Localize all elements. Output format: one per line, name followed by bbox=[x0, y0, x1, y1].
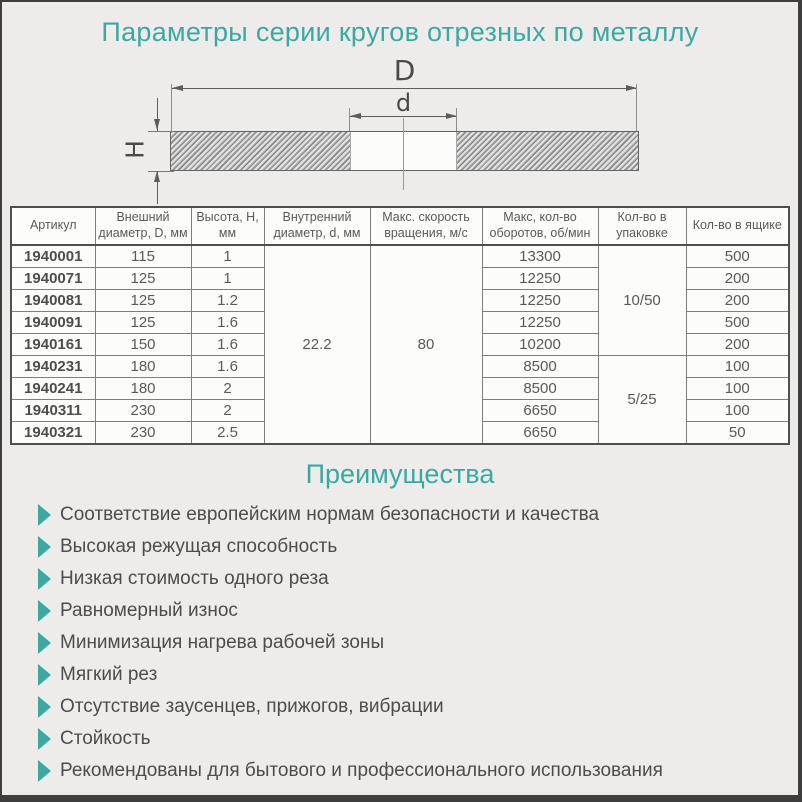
extension-line bbox=[456, 108, 457, 131]
list-item bbox=[38, 531, 788, 563]
cell-height: 1.2 bbox=[191, 290, 264, 312]
list-item-text: Минимизация нагрева рабочей зоны bbox=[60, 632, 385, 653]
header-article: Артикул bbox=[11, 207, 95, 245]
cell-max-speed: 80 bbox=[370, 245, 482, 444]
dimension-label-height: H bbox=[120, 140, 150, 159]
advantages-title: Преимущества bbox=[305, 459, 495, 489]
header-outer-diameter: Внешний диаметр, D, мм bbox=[95, 207, 191, 245]
header-max-speed: Макс. скорость вращения, м/с bbox=[370, 207, 482, 245]
cell-article: 1940161 bbox=[11, 334, 95, 356]
cell-article: 1940071 bbox=[11, 268, 95, 290]
extension-line bbox=[171, 84, 172, 131]
list-item bbox=[38, 659, 788, 691]
cell-outer-diameter: 125 bbox=[95, 312, 191, 334]
cell-outer-diameter: 230 bbox=[95, 422, 191, 445]
cell-per-box: 500 bbox=[686, 245, 789, 268]
cell-max-rpm: 12250 bbox=[482, 268, 598, 290]
cell-max-rpm: 12250 bbox=[482, 290, 598, 312]
dimension-arrow-icon bbox=[154, 119, 160, 130]
cell-height: 2 bbox=[191, 378, 264, 400]
list-item-text: Соответствие европейским нормам безопасности и качества bbox=[60, 504, 600, 525]
cell-per-box: 100 bbox=[686, 400, 789, 422]
cell-article: 1940241 bbox=[11, 378, 95, 400]
cell-max-rpm: 10200 bbox=[482, 334, 598, 356]
list-item bbox=[38, 563, 788, 595]
list-item-text: Мягкий рез bbox=[60, 664, 158, 685]
extension-line bbox=[636, 84, 637, 131]
dimension-label-outer-diameter: D bbox=[393, 54, 416, 87]
cell-per-box: 200 bbox=[686, 290, 789, 312]
header-per-box: Кол-во в ящике bbox=[686, 207, 789, 245]
cell-max-rpm: 12250 bbox=[482, 312, 598, 334]
cell-per-box: 200 bbox=[686, 268, 789, 290]
list-item-text: Равномерный износ bbox=[60, 600, 238, 621]
arrow-bullet-icon bbox=[38, 760, 51, 782]
cell-outer-diameter: 125 bbox=[95, 290, 191, 312]
list-item bbox=[38, 691, 788, 723]
arrow-bullet-icon bbox=[38, 600, 51, 622]
cell-article: 1940001 bbox=[11, 245, 95, 268]
page-title: Параметры серии кругов отрезных по металлу bbox=[101, 17, 699, 47]
cell-max-rpm: 13300 bbox=[482, 245, 598, 268]
table-header-row bbox=[11, 207, 789, 245]
disc-body-hatched bbox=[170, 131, 639, 171]
cell-per-box: 500 bbox=[686, 312, 789, 334]
list-item bbox=[38, 499, 788, 531]
cell-height: 1 bbox=[191, 268, 264, 290]
cell-height: 1.6 bbox=[191, 312, 264, 334]
cell-max-rpm: 6650 bbox=[482, 422, 598, 445]
spec-table bbox=[10, 206, 790, 445]
arrow-bullet-icon bbox=[38, 728, 51, 750]
cell-height: 2.5 bbox=[191, 422, 264, 445]
cell-outer-diameter: 150 bbox=[95, 334, 191, 356]
cell-outer-diameter: 115 bbox=[95, 245, 191, 268]
cell-height: 2 bbox=[191, 400, 264, 422]
cell-per-box: 100 bbox=[686, 378, 789, 400]
cell-article: 1940091 bbox=[11, 312, 95, 334]
cell-article: 1940321 bbox=[11, 422, 95, 445]
list-item bbox=[38, 755, 788, 787]
arrow-bullet-icon bbox=[38, 632, 51, 654]
cell-max-rpm: 8500 bbox=[482, 378, 598, 400]
list-item-text: Стойкость bbox=[60, 728, 151, 749]
cell-per-box: 200 bbox=[686, 334, 789, 356]
list-item bbox=[38, 595, 788, 627]
arrow-bullet-icon bbox=[38, 536, 51, 558]
arrow-bullet-icon bbox=[38, 568, 51, 590]
dimension-arrow-icon bbox=[154, 171, 160, 182]
cell-inner-diameter: 22.2 bbox=[264, 245, 370, 444]
cell-max-rpm: 8500 bbox=[482, 356, 598, 378]
disc-cross-section-diagram bbox=[2, 48, 798, 198]
cell-height: 1.6 bbox=[191, 334, 264, 356]
cell-outer-diameter: 180 bbox=[95, 378, 191, 400]
cell-outer-diameter: 180 bbox=[95, 356, 191, 378]
cell-outer-diameter: 125 bbox=[95, 268, 191, 290]
list-item-text: Рекомендованы для бытового и профессионального использования bbox=[60, 760, 663, 781]
header-inner-diameter: Внутренний диаметр, d, мм bbox=[264, 207, 370, 245]
cell-per-box: 50 bbox=[686, 422, 789, 445]
center-axis-line bbox=[403, 118, 404, 190]
advantages-list bbox=[2, 499, 798, 787]
table-row bbox=[11, 245, 789, 268]
cell-height: 1.6 bbox=[191, 356, 264, 378]
cell-article: 1940231 bbox=[11, 356, 95, 378]
header-max-rpm: Макс, кол-во оборотов, об/мин bbox=[482, 207, 598, 245]
dimension-label-hole-diameter: d bbox=[395, 89, 412, 117]
cell-per-pack: 5/25 bbox=[598, 356, 686, 445]
list-item-text: Отсутствие заусенцев, прижогов, вибрации bbox=[60, 696, 444, 717]
arrow-bullet-icon bbox=[38, 664, 51, 686]
list-item-text: Низкая стоимость одного реза bbox=[60, 568, 329, 589]
cell-max-rpm: 6650 bbox=[482, 400, 598, 422]
cell-outer-diameter: 230 bbox=[95, 400, 191, 422]
cell-per-pack: 10/50 bbox=[598, 245, 686, 356]
cell-article: 1940081 bbox=[11, 290, 95, 312]
header-height: Высота, H, мм bbox=[191, 207, 264, 245]
cell-height: 1 bbox=[191, 245, 264, 268]
list-item bbox=[38, 627, 788, 659]
extension-line bbox=[148, 131, 174, 132]
list-item bbox=[38, 723, 788, 755]
list-item-text: Высокая режущая способность bbox=[60, 536, 338, 557]
header-per-pack: Кол-во в упаковке bbox=[598, 207, 686, 245]
arrow-bullet-icon bbox=[38, 504, 51, 526]
dimension-line-hole-diameter bbox=[350, 116, 457, 117]
cell-article: 1940311 bbox=[11, 400, 95, 422]
extension-line bbox=[148, 171, 174, 172]
arrow-bullet-icon bbox=[38, 696, 51, 718]
extension-line bbox=[349, 108, 350, 131]
cell-per-box: 100 bbox=[686, 356, 789, 378]
